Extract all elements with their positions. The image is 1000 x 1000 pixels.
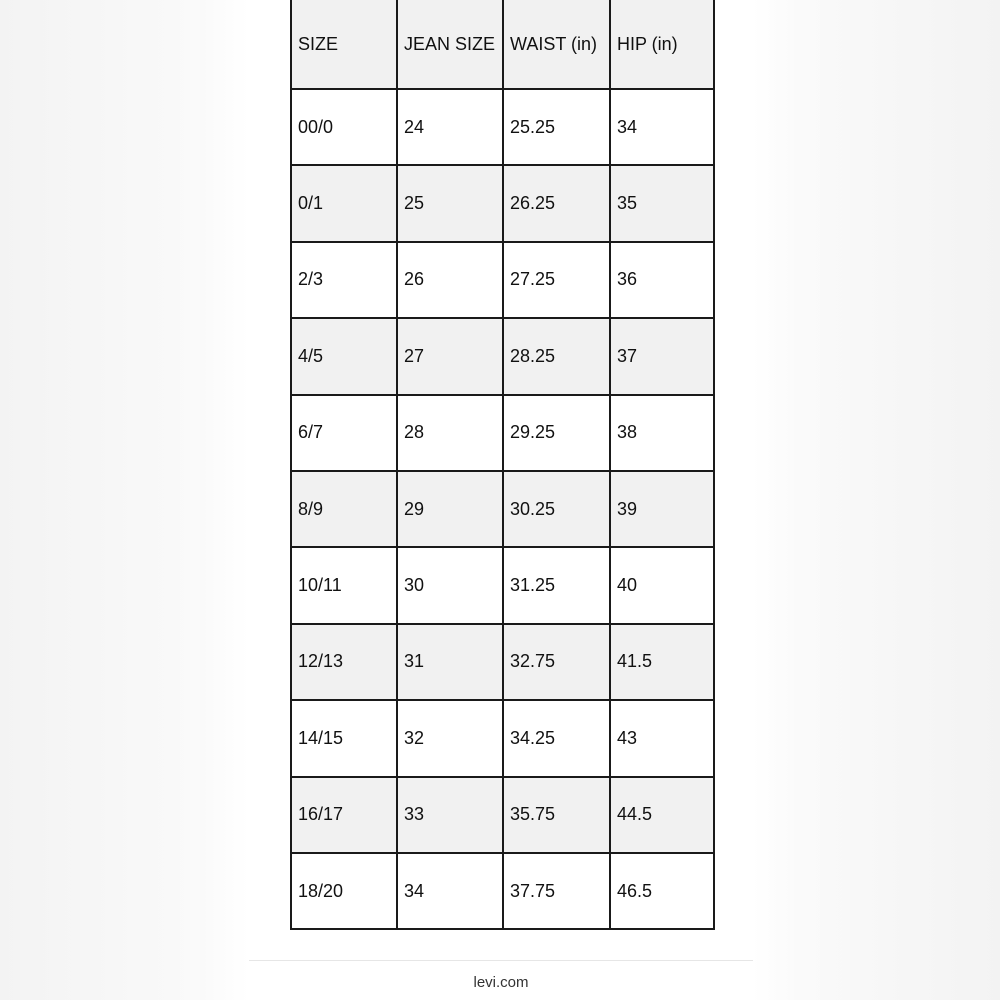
cell-jean-size: 24: [397, 89, 503, 165]
cell-size: 18/20: [291, 853, 397, 929]
cell-jean-size: 29: [397, 471, 503, 547]
cell-waist: 35.75: [503, 777, 610, 853]
cell-waist: 32.75: [503, 624, 610, 700]
cell-waist: 30.25: [503, 471, 610, 547]
table-row: [291, 471, 714, 547]
cell-waist: 37.75: [503, 853, 610, 929]
cell-hip: 46.5: [610, 853, 714, 929]
cell-waist: 31.25: [503, 547, 610, 623]
cell-size: 8/9: [291, 471, 397, 547]
table-row: [291, 242, 714, 318]
table-row: [291, 853, 714, 929]
header-size: SIZE: [291, 0, 397, 89]
table-row: [291, 89, 714, 165]
header-jean-size: JEAN SIZE: [397, 0, 503, 89]
cell-hip: 37: [610, 318, 714, 394]
cell-size: 6/7: [291, 395, 397, 471]
table-row: [291, 777, 714, 853]
cell-jean-size: 31: [397, 624, 503, 700]
table-row: [291, 547, 714, 623]
cell-hip: 35: [610, 165, 714, 241]
cell-jean-size: 28: [397, 395, 503, 471]
header-waist: WAIST (in): [503, 0, 610, 89]
cell-size: 12/13: [291, 624, 397, 700]
table-row: [291, 318, 714, 394]
cell-hip: 43: [610, 700, 714, 776]
cell-hip: 39: [610, 471, 714, 547]
cell-jean-size: 34: [397, 853, 503, 929]
table-row: [291, 700, 714, 776]
cell-jean-size: 30: [397, 547, 503, 623]
cell-size: 16/17: [291, 777, 397, 853]
cell-jean-size: 26: [397, 242, 503, 318]
cell-size: 4/5: [291, 318, 397, 394]
cell-size: 00/0: [291, 89, 397, 165]
table-row: [291, 624, 714, 700]
cell-waist: 26.25: [503, 165, 610, 241]
cell-jean-size: 32: [397, 700, 503, 776]
table-row: [291, 165, 714, 241]
cell-waist: 34.25: [503, 700, 610, 776]
cell-jean-size: 33: [397, 777, 503, 853]
cell-size: 14/15: [291, 700, 397, 776]
cell-hip: 44.5: [610, 777, 714, 853]
cell-size: 10/11: [291, 547, 397, 623]
cell-hip: 41.5: [610, 624, 714, 700]
source-domain-link[interactable]: levi.com: [473, 974, 529, 991]
cell-hip: 38: [610, 395, 714, 471]
cell-hip: 36: [610, 242, 714, 318]
cell-waist: 28.25: [503, 318, 610, 394]
table-header-row: [291, 0, 714, 89]
cell-hip: 34: [610, 89, 714, 165]
cell-jean-size: 25: [397, 165, 503, 241]
cell-waist: 25.25: [503, 89, 610, 165]
size-chart-table: [290, 0, 715, 930]
footer-divider: [249, 960, 753, 961]
cell-size: 2/3: [291, 242, 397, 318]
cell-size: 0/1: [291, 165, 397, 241]
cell-waist: 29.25: [503, 395, 610, 471]
header-hip: HIP (in): [610, 0, 714, 89]
table-row: [291, 395, 714, 471]
cell-jean-size: 27: [397, 318, 503, 394]
cell-hip: 40: [610, 547, 714, 623]
cell-waist: 27.25: [503, 242, 610, 318]
